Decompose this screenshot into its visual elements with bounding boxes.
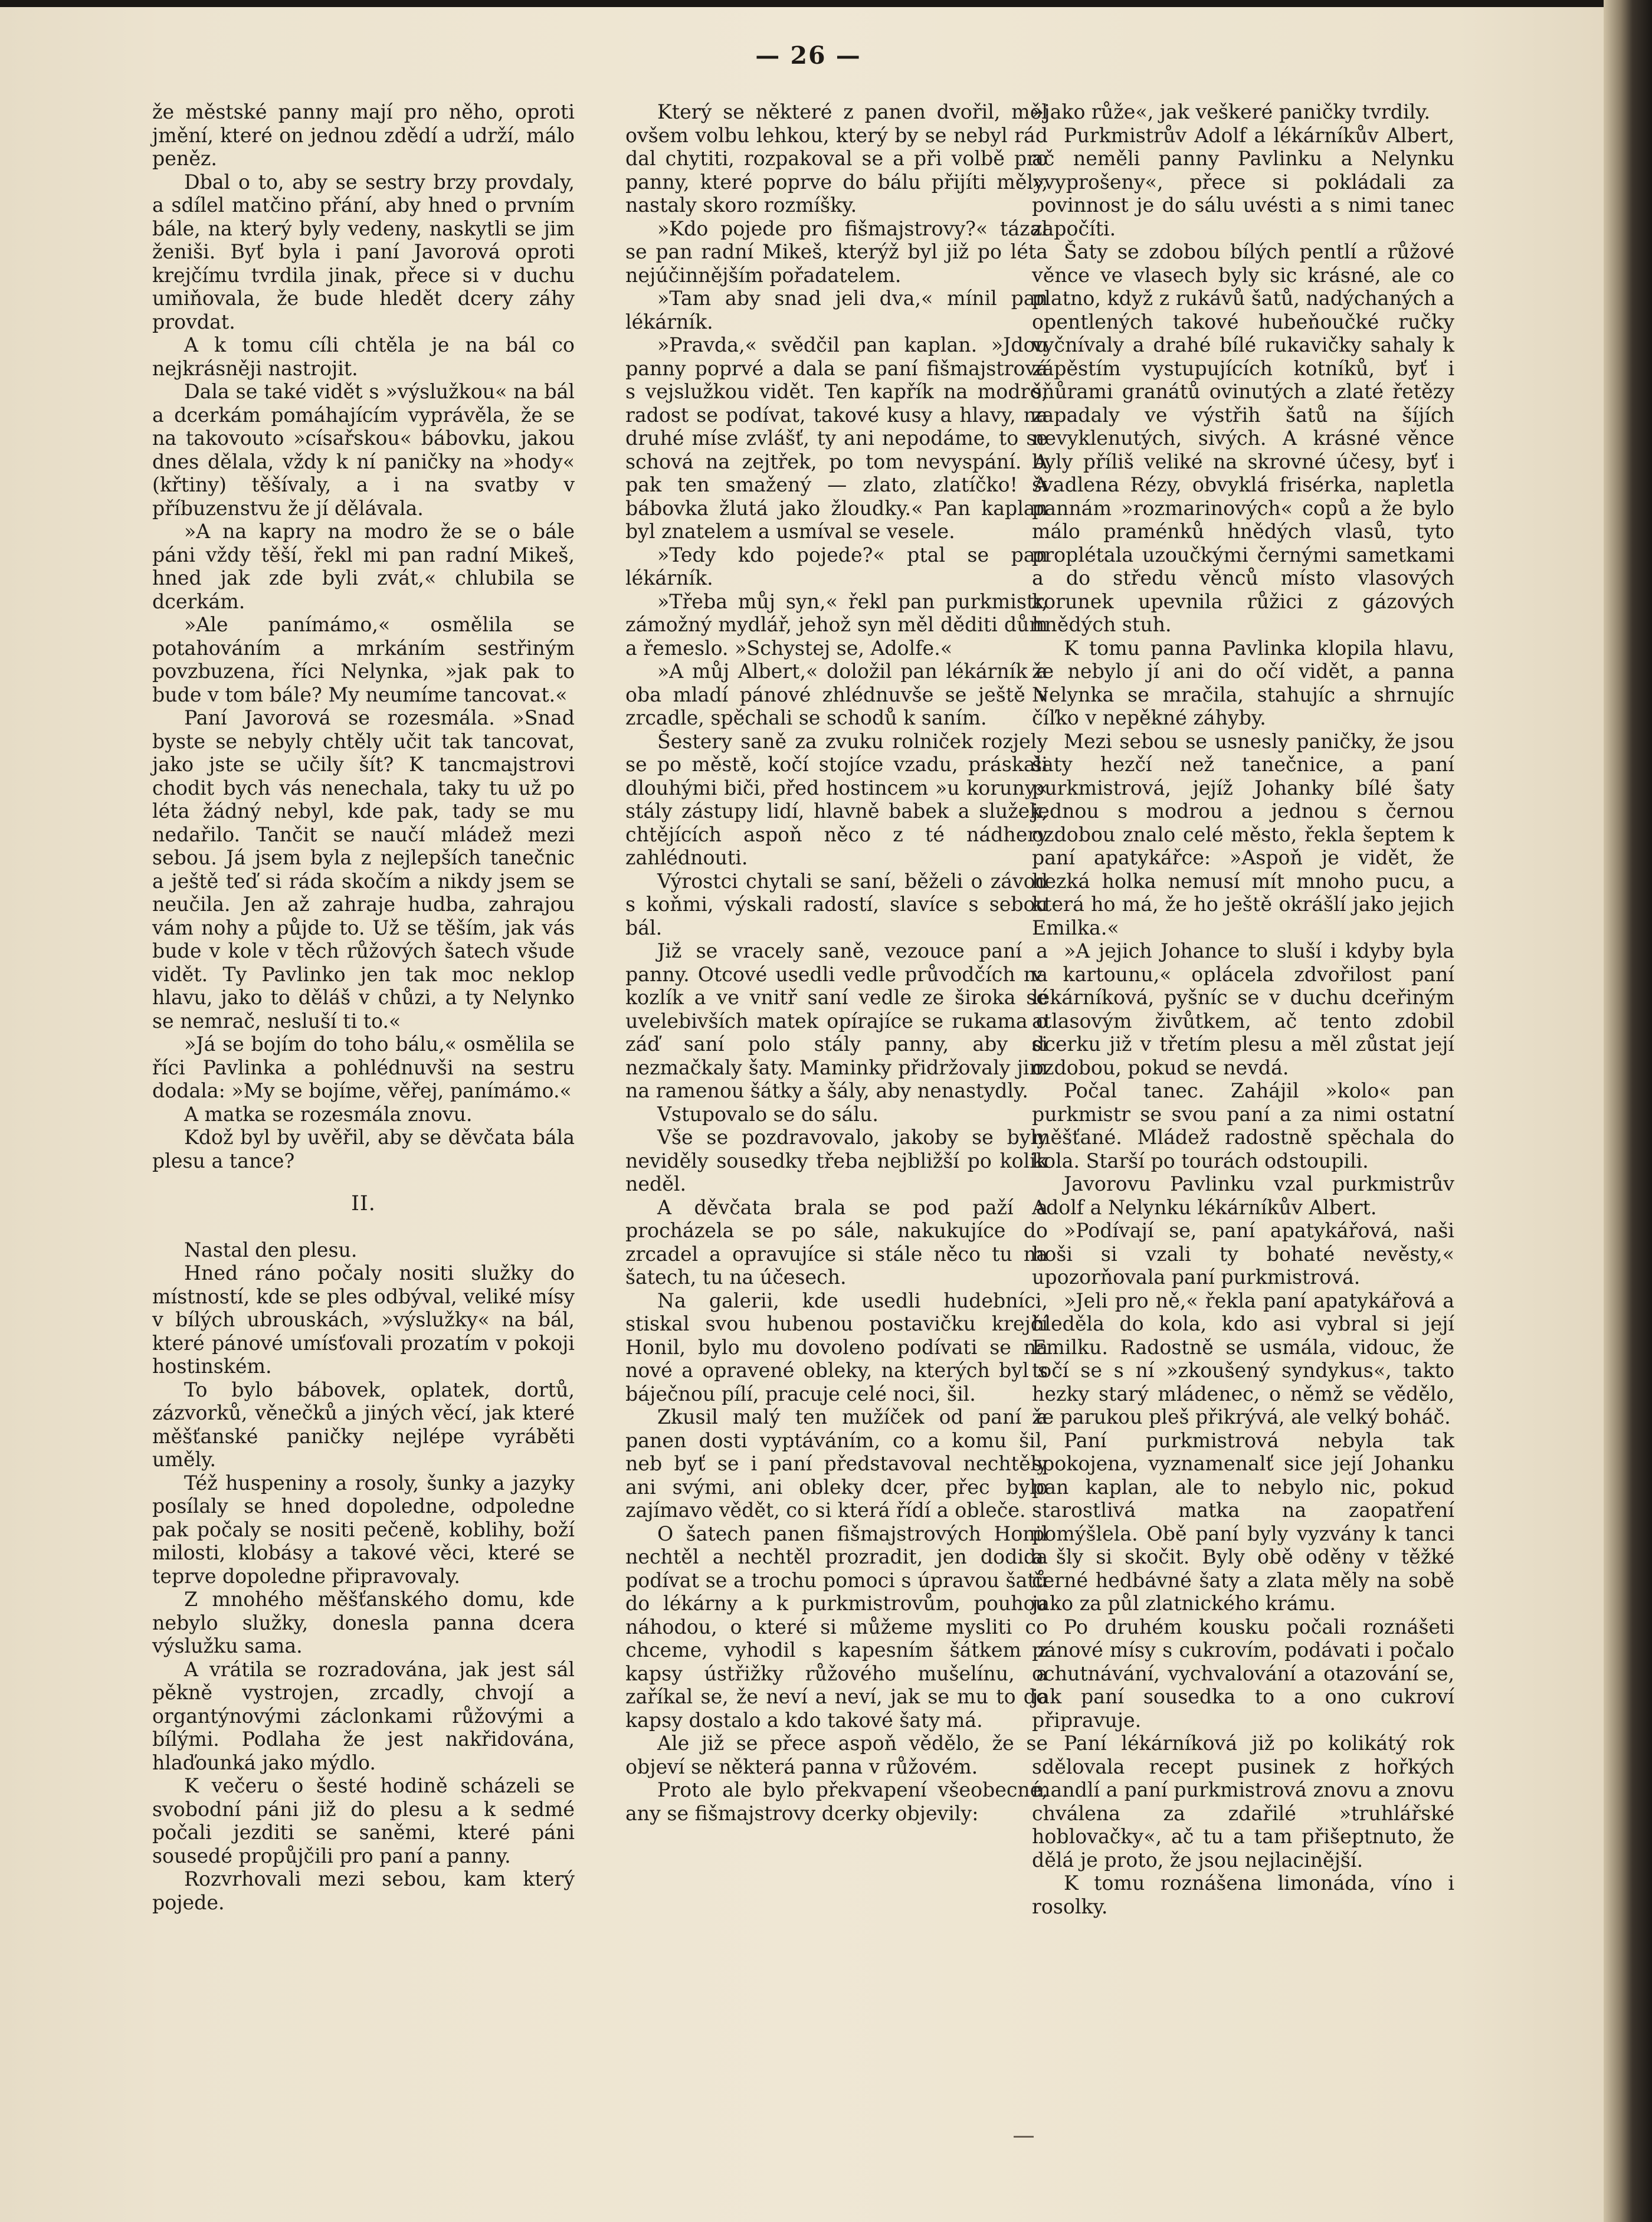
paragraph: Paní lékárníková již po kolikátý rok sdělovala recept pusinek z hořkých mandlí a paní purkmistrová znovu a znovu chválena za zdařilé »truhlářské hoblovačky«, ač tu a tam přišeptnuto, že dělá je proto, že jsou nejlacinější. xyxy=(1032,1732,1454,1872)
paragraph: Výrostci chytali se saní, běželi o závod s koňmi, výskali radostí, slavíce s sebou bál. xyxy=(625,869,1048,939)
paragraph: Vše se pozdravovalo, jakoby se byly neviděly sousedky třeba nejbližší po kolik neděl. xyxy=(625,1126,1048,1195)
paragraph: Mezi sebou se usnesly paničky, že jsou šaty hezčí než tanečnice, a paní purkmistrová, jejíž Johanky bílé šaty jednou s modrou a jednou s černou ozdobou znalo celé město, řekla šeptem k paní apatykářce: »Aspoň je vidět, že hezká holka nemusí mít mnoho pucu, a která ho má, že ho ještě okrášlí jako jejich Emilka.« xyxy=(1032,729,1454,939)
paragraph: To bylo bábovek, oplatek, dortů, zázvorků, věnečků a jiných věcí, jak které měšťanské paničky nejlépe vyráběti uměly. xyxy=(152,1378,575,1471)
paragraph: Paní purkmistrová nebyla tak spokojena, vyznamenalť sice její Johanku pan kaplan, ale to nebylo nic, pokud starostlivá matka na zaopatření pomýšlela. Obě paní byly vyzvány k tanci a šly si skočit. Byly obě oděny v těžké černé hedbávné šaty a zlata měly na sobě jako za půl zlatnického krámu. xyxy=(1032,1428,1454,1615)
text-column-left xyxy=(152,100,575,1914)
paragraph: Z mnohého měšťanského domu, kde nebylo služky, donesla panna dcera výslužku sama. xyxy=(152,1588,575,1657)
small-dash-mark xyxy=(1014,2136,1034,2138)
paragraph: K tomu roznášena limonáda, víno i rosolky. xyxy=(1032,1872,1454,1918)
paragraph: Nastal den plesu. xyxy=(184,1238,358,1261)
paragraph: Šestery saně za zvuku rolniček rozjely se po městě, kočí stojíce vzadu, práskali dlouhými biči, před hostincem »u koruny« stály zástupy lidí, hlavně babek a služek, chtějících aspoň něco z té nádhery zahlédnouti. xyxy=(625,729,1048,869)
paragraph: A vrátila se rozradována, jak jest sál pěkně vystrojen, zrcadly, chvojí a organtýnovými záclonkami růžovými a bílými. Podlaha že jest nakřidována, hlaďounká jako mýdlo. xyxy=(152,1657,575,1774)
section-heading: II. xyxy=(351,1192,376,1215)
paragraph: A k tomu cíli chtěla je na bál co nejkrásněji nastrojit. xyxy=(152,333,575,380)
paragraph: Rozvrhovali mezi sebou, kam který pojede. xyxy=(152,1867,575,1914)
paragraph: Purkmistrův Adolf a lékárníkův Albert, ač neměli panny Pavlinku a Nelynku »vyprošeny«, přece si pokládali za povinnost je do sálu uvésti a s nimi tanec započíti. xyxy=(1032,123,1454,240)
paragraph: že městské panny mají pro něho, oproti jmění, které on jednou zdědí a udrží, málo peněz. xyxy=(152,100,575,170)
page-number: — 26 — xyxy=(755,41,861,70)
paragraph: »Třeba můj syn,« řekl pan purkmistr, zámožný mydlář, jehož syn měl děditi dům a řemeslo. »Schystej se, Adolfe.« xyxy=(625,589,1048,660)
paragraph: Šaty se zdobou bílých pentlí a růžové věnce ve vlasech byly sic krásné, ale co platno, když z rukávů šatů, nadýchaných a opentlených takové hubeňoučké ručky vyčnívaly a drahé bílé rukavičky sahaly k zápěstím vystupujících kotníků, byť i šňůrami granátů ovinutých a zlaté řetězy zapadaly ve výstřih šatů na šíjích nevyklenutých, sivých. A krásné věnce byly příliš veliké na skrovné účesy, byť i švadlena Rézy, obvyklá frisérka, napletla pannám »rozmarinových« copů a že bylo málo praménků hnědých vlasů, tyto proplétala uzoučkými černými sametkami a do středu věnců místo vlasových korunek upevnila růžici z gázových hnědých stuh. xyxy=(1032,240,1454,636)
paragraph: O šatech panen fišmajstrových Honil nechtěl a nechtěl prozradit, jen dodida podívat se a trochu pomoci s úpravou šatů do lékárny a k purkmistrovům, pouhou náhodou, o které si můžeme mysliti co chceme, vyhodil s kapesním šátkem z kapsy ústřižky růžového mušelínu, a zaříkal se, že neví a neví, jak se mu to do kapsy dostalo a kdo takové šaty má. xyxy=(625,1522,1048,1732)
paragraph: »Tam aby snad jeli dva,« mínil pan lékárník. xyxy=(625,287,1048,333)
paragraph: Po druhém kousku počali roznášeti pánové mísy s cukrovím, podávati i počalo ochutnávání, vychvalování a otazování se, jak paní sousedka to a ono cukroví připravuje. xyxy=(1032,1615,1454,1732)
paragraph: »Pravda,« svědčil pan kaplan. »Jdou panny poprvé a dala se paní fišmajstrová s vejslužkou vidět. Ten kapřík na modro, radost se podívat, takové kusy a hlavy, na druhé míse zvlášť, ty ani nepodáme, to se schová na zejtřek, po tom nevyspání. A pak ten smažený — zlato, zlatíčko! A bábovka žlutá jako žloudky.« Pan kaplan byl znatelem a usmíval se vesele. xyxy=(625,333,1048,543)
paragraph: Paní Javorová se rozesmála. »Snad byste se nebyly chtěly učit tak tancovat, jako jste se učily šít? K tancmajstrovi chodit bych vás nenechala, taky tu už po léta žádný nebyl, kde pak, tady se mu nedařilo. Tančit se naučí mládež mezi sebou. Já jsem byla z nejlepších tanečnic a ještě teď si ráda skočím a nikdy jsem se neučila. Jen až zahraje hudba, zahrajou vám nohy a půjde to. Už se těším, jak vás bude v kole v těch růžových šatech všude vidět. Ty Pavlinko jen tak moc neklop hlavu, jako to děláš v chůzi, a ty Nelynko se nemrač, nesluší ti to.« xyxy=(152,706,575,1033)
paragraph: Počal tanec. Zahájil »kolo« pan purkmistr se svou paní a za nimi ostatní měšťané. Mládež radostně spěchala do kola. Starší po tourách odstoupili. xyxy=(1032,1079,1454,1172)
paragraph: Na galerii, kde usedli hudebníci, stiskal svou hubenou postavičku krejčí Honil, bylo mu dovoleno podívati se na nové a opravené obleky, na kterých byl s báječnou pílí, pracuje celé noci, šil. xyxy=(625,1289,1048,1405)
paragraph: A děvčata brala se pod paží a procházela se po sále, nakukujíce do zrcadel a opravujíce si stále něco tu na šatech, tu na účesech. xyxy=(625,1195,1048,1289)
paragraph: Javorovu Pavlinku vzal purkmistrův Adolf a Nelynku lékárníkův Albert. xyxy=(1032,1172,1454,1219)
paragraph: »Ale panímámo,« osmělila se potahováním a mrkáním sestřiným povzbuzena, říci Nelynka, »jak pak to bude v tom bále? My neumíme tancovat.« xyxy=(152,613,575,706)
paragraph: K tomu panna Pavlinka klopila hlavu, že nebylo jí ani do očí vidět, a panna Nelynka se mračila, stahujíc a shrnujíc číľko v nepěkné záhyby. xyxy=(1032,636,1454,729)
paragraph: Hned ráno počaly nositi služky do místností, kde se ples odbýval, veliké mísy v bílých ubrouskách, »výslužky« na bál, které pánové umísťovali prozatím v pokoji hostinském. xyxy=(152,1261,575,1378)
paragraph: »A jejich Johance to sluší i kdyby byla v kartounu,« oplácela zdvořilost paní lékárníková, pyšníc se v duchu dceřiným atlasovým živůtkem, ač tento zdobil dcerku již v třetím plesu a měl zůstat její ozdobou, pokud se nevdá. xyxy=(1032,939,1454,1079)
paragraph: »Kdo pojede pro fišmajstrovy?« tázal se pan radní Mikeš, kterýž byl již po léta nejúčinnějším pořadatelem. xyxy=(625,217,1048,287)
paragraph: »A na kapry na modro že se o bále páni vždy těší, řekl mi pan radní Mikeš, hned jak zde byli zvát,« chlubila se dcerkám. xyxy=(152,520,575,613)
book-page xyxy=(0,7,1617,2222)
paragraph: Kdož byl by uvěřil, aby se děvčata bála plesu a tance? xyxy=(152,1126,575,1172)
paragraph: »jako růže«, jak veškeré paničky tvrdily. xyxy=(1032,100,1431,123)
text-column-right xyxy=(1032,100,1454,1918)
text-column-middle xyxy=(625,100,1048,1825)
paragraph: K večeru o šesté hodině scházeli se svobodní páni již do plesu a k sedmé počali jezditi se saněmi, které páni sousedé propůjčili pro paní a panny. xyxy=(152,1774,575,1867)
paragraph: Dala se také vidět s »výslužkou« na bál a dcerkám pomáhajícím vyprávěla, že se na takovouto »císařskou« bábovku, jakou dnes dělala, vždy k ní paničky na »hody« (křtiny) těšívaly, a i na svatby v příbuzenstvu že jí dělávala. xyxy=(152,380,575,520)
paragraph: »Podívají se, paní apatykářová, naši hoši si vzali ty bohaté nevěsty,« upozorňovala paní purkmistrová. xyxy=(1032,1219,1454,1289)
paragraph: Dbal o to, aby se sestry brzy provdaly, a sdílel matčino přání, aby hned o prvním bále, na který byly vedeny, naskytli se jim ženiši. Byť byla i paní Javorová oproti krejčímu tvrdila jinak, přece si v duchu umiňovala, že bude hledět dcery záhy provdat. xyxy=(152,170,575,333)
paragraph: Ale již se přece aspoň vědělo, že se objeví se některá panna v růžovém. xyxy=(625,1732,1048,1778)
paragraph: »Já se bojím do toho bálu,« osmělila se říci Pavlinka a pohlédnuvši na sestru dodala: »My se bojíme, věřej, panímámo.« xyxy=(152,1033,575,1102)
paragraph: Též huspeniny a rosoly, šunky a jazyky posílaly se hned dopoledne, odpoledne pak počaly se nositi pečeně, koblihy, boží milosti, klobásy a takové věci, které se teprve dopoledne připravovaly. xyxy=(152,1471,575,1588)
paragraph: »A můj Albert,« doložil pan lékárník a oba mladí pánové zhlédnuvše se ještě v zrcadle, spěchali se schodů k saním. xyxy=(625,660,1048,729)
paragraph: Proto ale bylo překvapení všeobecné, any se fišmajstrovy dcerky objevily: xyxy=(625,1778,1048,1825)
paragraph: Vstupovalo se do sálu. xyxy=(657,1102,879,1126)
paragraph: A matka se rozesmála znovu. xyxy=(184,1102,473,1126)
paragraph: »Jeli pro ně,« řekla paní apatykářová a hleděla do kola, kdo asi vybral si její Emilku. Radostně se usmála, vidouc, že točí se s ní »zkoušený syndykus«, takto hezky starý mládenec, o němž se vědělo, že parukou pleš přikrývá, ale velký boháč. xyxy=(1032,1289,1454,1428)
book-binding-edge xyxy=(1604,0,1652,2222)
paragraph: Který se některé z panen dvořil, měl ovšem volbu lehkou, který by se nebyl rád dal chytiti, rozpakoval se a při volbě pro panny, které poprve do bálu přijíti měly, nastaly skoro rozmíšky. xyxy=(625,100,1048,217)
paragraph: »Tedy kdo pojede?« ptal se pan lékárník. xyxy=(625,543,1048,589)
paragraph: Již se vracely saně, vezouce paní a panny. Otcové usedli vedle průvodčích na kozlík a ve vnitř saní vedle ze široka se uvelebivších matek opírajíce se rukama o záď saní polo stály panny, aby si nezmačkaly šaty. Maminky přidržovaly jim na ramenou šátky a šály, aby nenastydly. xyxy=(625,939,1048,1102)
paragraph: Zkusil malý ten mužíček od paní a panen dosti vyptáváním, co a komu šil, neb byť se i paní představoval nechtěly ani svými, ani obleky dcer, přec bylo zajímavo vědět, co si která řídí a obleče. xyxy=(625,1405,1048,1522)
